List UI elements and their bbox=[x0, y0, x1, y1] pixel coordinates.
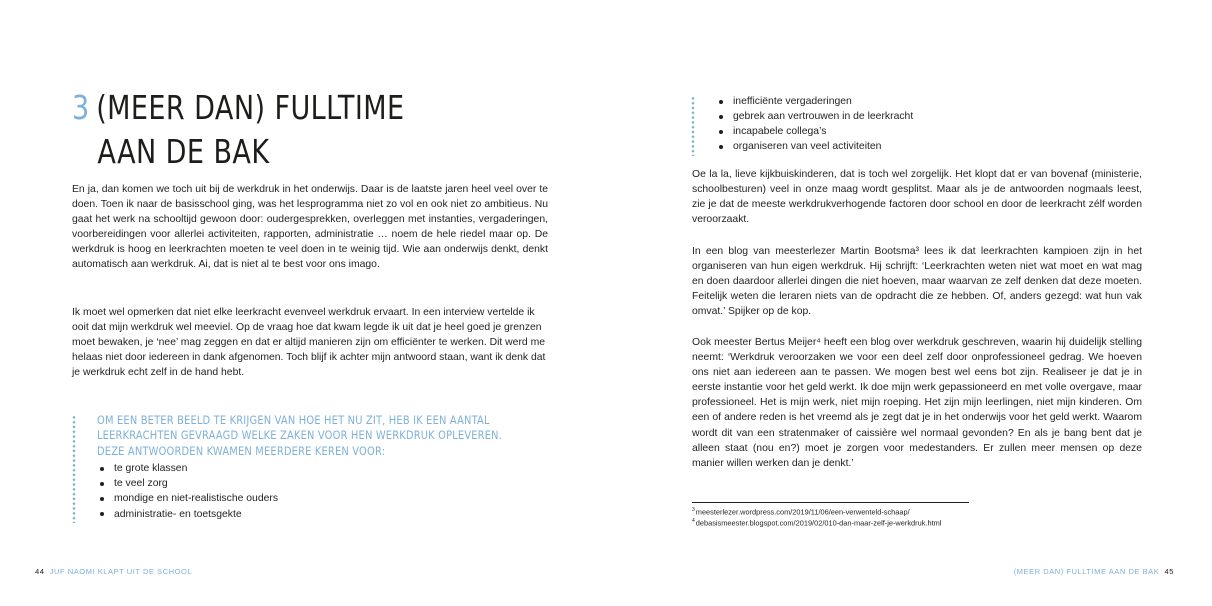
list-item: incapabele collega’s bbox=[718, 124, 1132, 139]
right-page bbox=[606, 0, 1212, 606]
callout-line: OM EEN BETER BEELD TE KRIJGEN VAN HOE HET NU ZIT, HEB IK EEN AANTAL bbox=[97, 413, 490, 427]
footnote-link[interactable]: debasismeester.blogspot.com/2019/02/010-dan-maar-zelf-je-werkdruk.html bbox=[695, 518, 942, 528]
running-header: (MEER DAN) FULLTIME AAN DE BAK bbox=[1013, 567, 1160, 576]
footnote-mark: 3 bbox=[692, 507, 695, 513]
body-paragraph: Ik moet wel opmerken dat niet elke leerkracht evenveel werkdruk ervaart. In een interview vertelde ik ooit dat mijn werkdruk wel meeviel. Op de vraag hoe dat kwam legde ik uit dat je heel goed je grenzen moet bewaken, je ‘nee’ mag zeggen en dat er altijd manieren zijn om efficiënter te werken. Dit werd me helaas niet door iedereen in dank afgenomen. Toch blijf ik achter mijn antwoord staan, want ik denk dat je werkdruk echt zelf in de hand hebt. bbox=[72, 307, 546, 379]
callout-box bbox=[72, 413, 542, 522]
footnote bbox=[692, 516, 941, 528]
footnote-mark: 4 bbox=[692, 518, 695, 524]
list-item: te veel zorg bbox=[99, 476, 542, 491]
footnote-rule bbox=[692, 502, 969, 503]
callout-line: LEERKRACHTEN GEVRAAGD WELKE ZAKEN VOOR HEN WERKDRUK OPLEVEREN. bbox=[97, 428, 503, 443]
chapter-title bbox=[72, 86, 405, 174]
dotted-rule bbox=[72, 415, 76, 523]
bullet-list bbox=[99, 461, 542, 521]
footnote-link[interactable]: meesterlezer.wordpress.com/2019/11/06/een-verwenteld-schaap/ bbox=[695, 507, 910, 517]
list-item: organiseren van veel activiteiten bbox=[718, 139, 1132, 154]
folio-right bbox=[1014, 567, 1174, 576]
running-header: JUF NAOMI KLAPT UIT DE SCHOOL bbox=[49, 567, 193, 576]
bullet-list bbox=[718, 94, 1132, 154]
page-number: 44 bbox=[35, 567, 45, 576]
page-number: 45 bbox=[1164, 567, 1174, 576]
list-item: administratie- en toetsgekte bbox=[99, 507, 542, 522]
body-paragraph: Oe la la, lieve kijkbuiskinderen, dat is toch wel zorgelijk. Het klopt dat er van bovenaf (ministerie, schoolbesturen) veel in onze maag wordt gesplitst. Maar als je de antwoorden nogmaals leest, zie je dat de meeste werkdrukverhogende factoren door school en door de leerkracht zélf worden veroorzaakt. bbox=[692, 169, 1142, 226]
list-item: mondige en niet-realistische ouders bbox=[99, 491, 542, 506]
bullet-list-continued bbox=[692, 92, 1132, 154]
chapter-title-line2: AAN DE BAK bbox=[97, 132, 270, 171]
list-item: te grote klassen bbox=[99, 461, 542, 476]
list-item: inefficiënte vergaderingen bbox=[718, 94, 1132, 109]
body-paragraph: Ook meester Bertus Meijer⁴ heeft een blog over werkdruk geschreven, waarin hij duidelijk stelling neemt: ‘Werkdruk veroorzaken we voor een deel zelf door onprofessioneel gedrag. We hoeven ons niet aan iedereen aan te passen. We mogen best wel eens bot zijn. Realiseer je dat je in eerste instantie voor het geld werkt. Ik doe mijn werk gepassioneerd en met volle overgave, maar professioneel. Het is mijn werk, niet mijn roeping. Het zijn mijn leerlingen, niet mijn kinderen. Om een of andere reden is het vreemd als je zegt dat je in het onderwijs voor het geld werkt. Waarom wordt dit van een stratenmaker of caissière wel normaal gevonden? En als je bang bent dat je alleen staat (nou en?) moet je zorgen voor medestanders. Er zullen meer mensen op deze manier willen werken dan je denkt.’ bbox=[692, 337, 1142, 469]
callout-line: DEZE ANTWOORDEN KWAMEN MEERDERE KEREN VOOR: bbox=[97, 443, 386, 458]
body-paragraph: In een blog van meesterlezer Martin Bootsma³ lees ik dat leerkrachten kampioen zijn in het organiseren van hun eigen werkdruk. Hij schrijft: ‘Leerkrachten weten niet wat moet en wat mag en doen daardoor allerlei dingen die niet hoeven, maar waarvan ze zelf denken dat deze moeten. Feitelijk weten die leraren niets van de opdracht die ze hebben. Of, anders gezegd: wat hun vak omvat.’ Spijker op de kop. bbox=[692, 246, 1142, 318]
list-item: gebrek aan vertrouwen in de leerkracht bbox=[718, 109, 1132, 124]
callout-text bbox=[97, 413, 503, 459]
folio-left bbox=[35, 567, 192, 576]
chapter-number: 3 bbox=[72, 88, 90, 127]
chapter-title-line1: (MEER DAN) FULLTIME bbox=[96, 88, 405, 127]
body-paragraph: En ja, dan komen we toch uit bij de werkdruk in het onderwijs. Daar is de laatste jaren heel veel over te doen. Toen ik naar de basisschool ging, was het lesprogramma niet zo vol en ook niet zo ambitieus. Nu gaat het werk na schooltijd gewoon door: oudergesprekken, overleggen met instanties, vergaderingen, voorbereidingen voor allerlei activiteiten, rapporten, administratie … noem de hele riedel maar op. De werkdruk is hoog en leerkrachten moeten te veel doen in te weinig tijd. Wie aan onderwijs denkt, denkt automatisch aan werkdruk. Ai, dat is niet al te best voor ons imago. bbox=[72, 184, 548, 271]
